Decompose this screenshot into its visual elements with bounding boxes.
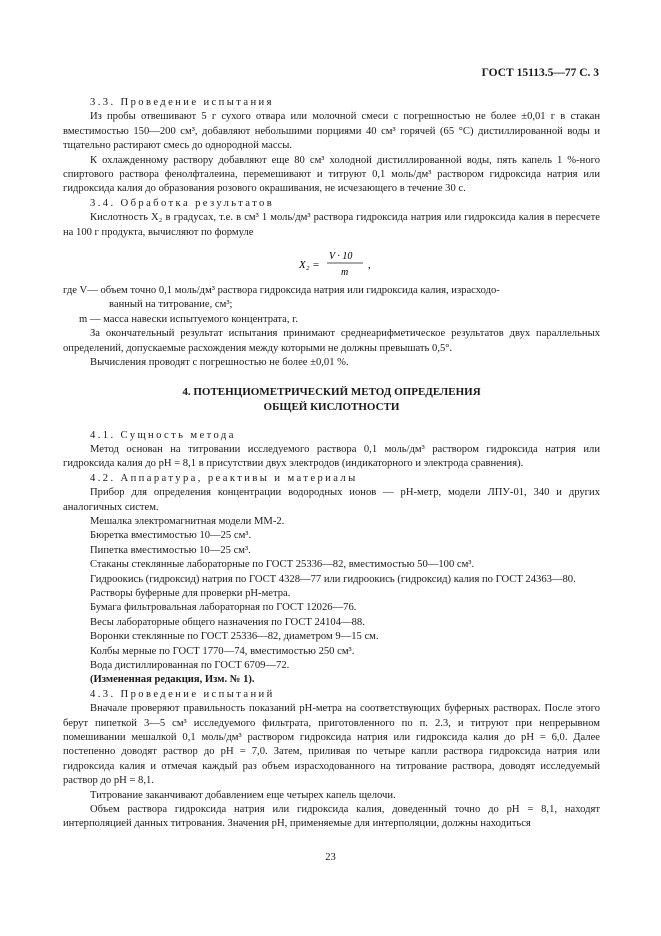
formula-tail: , xyxy=(368,259,371,272)
section-3-4-title: 3.4. Обработка результатов xyxy=(90,197,275,209)
paragraph: Метод основан на титровании исследуемого раствора 0,1 моль/дм³ раствором гидроксида натрия или гидроксида калия до pH = 8,1 в присутствии двух электродов (индикаторного и электрода сравнения). xyxy=(63,443,600,470)
paragraph: Объем раствора гидроксида натрия или гидроксида калия, доведенный точно до pH = 8,1, находят интерполяцией данных титрования. Значения pH, применяемые для интерполяции, должны находиться xyxy=(63,804,600,830)
formula-definitions xyxy=(63,284,600,327)
list-item: Гидроокись (гидроксид) натрия по ГОСТ 4328—77 или гидроокись (гидроксид) калия по ГОСТ 24363—80. xyxy=(90,573,576,585)
section-4-title xyxy=(63,385,600,415)
section-4-3-title: 4.3. Проведение испытаний xyxy=(90,688,275,700)
document-body xyxy=(63,96,600,832)
list-item: Бумага фильтровальная лабораторная по ГОСТ 12026—76. xyxy=(90,602,357,614)
edition-note: (Измененная редакция, Изм. № 1). xyxy=(90,674,255,686)
section-4-2-title: 4.2. Аппаратура, реактивы и материалы xyxy=(90,472,358,484)
definition-v-line1: где V— объем точно 0,1 моль/дм³ раствора гидроксида натрия или гидроксида калия, израсходо- xyxy=(63,285,500,297)
section-4-1-title: 4.1. Сущность метода xyxy=(90,429,236,441)
paragraph: За окончательный результат испытания принимают среднеарифметическое результатов двух параллельных определений, допускаемые расхождения между которыми не должны превышать 0,5°. xyxy=(63,328,600,354)
section-4-title-line1: 4. ПОТЕНЦИОМЕТРИЧЕСКИЙ МЕТОД ОПРЕДЕЛЕНИЯ xyxy=(182,385,481,398)
definition-v xyxy=(63,284,600,313)
formula-numerator: V · 10 xyxy=(329,251,353,263)
list-item: Мешалка электромагнитная модели ММ-2. xyxy=(90,515,285,527)
paragraph: Титрование заканчивают добавлением еще четырех капель щелочи. xyxy=(90,789,396,801)
definition-v-line2: ванный на титрование, см³; xyxy=(109,299,233,311)
list-item: Стаканы стеклянные лабораторные по ГОСТ 25336—82, вместимостью 50—100 см³. xyxy=(90,559,475,571)
section-4-title-line2: ОБЩЕЙ КИСЛОТНОСТИ xyxy=(263,400,400,413)
list-item: Растворы буферные для проверки pH-метра. xyxy=(90,587,291,599)
page-header: ГОСТ 15113.5—77 С. 3 xyxy=(481,67,599,79)
paragraph: Вычисления проводят с погрешностью не более ±0,01 %. xyxy=(90,357,349,369)
formula-lhs: X₂ = xyxy=(299,259,320,272)
list-item: Воронки стеклянные по ГОСТ 25336—82, диаметром 9—15 см. xyxy=(90,631,379,643)
formula-denominator: m xyxy=(341,267,349,279)
list-item: Колбы мерные по ГОСТ 1770—74, вместимостью 250 см³. xyxy=(90,645,355,657)
paragraph: Вначале проверяют правильность показаний pH-метра на соответствующих буферных растворах. После этого берут пипеткой 3—5 см³ исследуемого фильтрата, приготовленного по п. 2.3, и титруют при непрерывном помешивании мешалкой 0,1 моль/дм³ раствором гидроксида натрия или гидроксида калия до pH = 6,0. Далее постепенно доводят раствор до pH = 7,0. Затем, приливая по четыре капли раствора гидроксида натрия или гидроксида калия и отмечая каждый раз объем израсходованного на титрование раствора, доводят исследуемый раствор до pH = 8,1. xyxy=(63,703,600,787)
formula-graphic xyxy=(63,248,600,280)
definition-m: m — масса навески испытуемого концентрата, г. xyxy=(79,313,298,325)
paragraph: Кислотность X₂ в градусах, т.е. в см³ 1 моль/дм³ раствора гидроксида натрия или гидроксида калия в пересчете на 100 г продукта, вычисляют по формуле xyxy=(63,212,600,238)
section-3-3-title: 3.3. Проведение испытания xyxy=(90,97,274,108)
paragraph: Из пробы отвешивают 5 г сухого отвара или молочной смеси с погрешностью не более ±0,01 г в стакан вместимостью 150—200 см³, добавляют небольшими порциями 40 см³ горячей (65 °С) дистиллированной воды и тщательно растирают смесь до однородной массы. xyxy=(63,111,600,152)
paragraph: К охлажденному раствору добавляют еще 80 см³ холодной дистиллированной воды, пять капель 1 %-ного спиртового раствора фенолфталеина, перемешивают и титруют 0,1 моль/дм³ раствором гидроксида натрия или гидроксида калия до образования розового окрашивания, не исчезающего в течение 30 с. xyxy=(63,154,600,195)
formula-x2 xyxy=(63,248,600,278)
page-number: 23 xyxy=(325,852,336,863)
list-item: Вода дистиллированная по ГОСТ 6709—72. xyxy=(90,660,290,671)
list-item: Весы лабораторные общего назначения по ГОСТ 24104—88. xyxy=(90,616,365,628)
list-item: Пипетка вместимостью 10—25 см³. xyxy=(90,544,251,556)
list-item: Бюретка вместимостью 10—25 см³. xyxy=(90,530,252,542)
list-item: Прибор для определения концентрации водородных ионов — pH-метр, модели ЛПУ-01, 340 и других аналогичных систем. xyxy=(63,487,600,513)
